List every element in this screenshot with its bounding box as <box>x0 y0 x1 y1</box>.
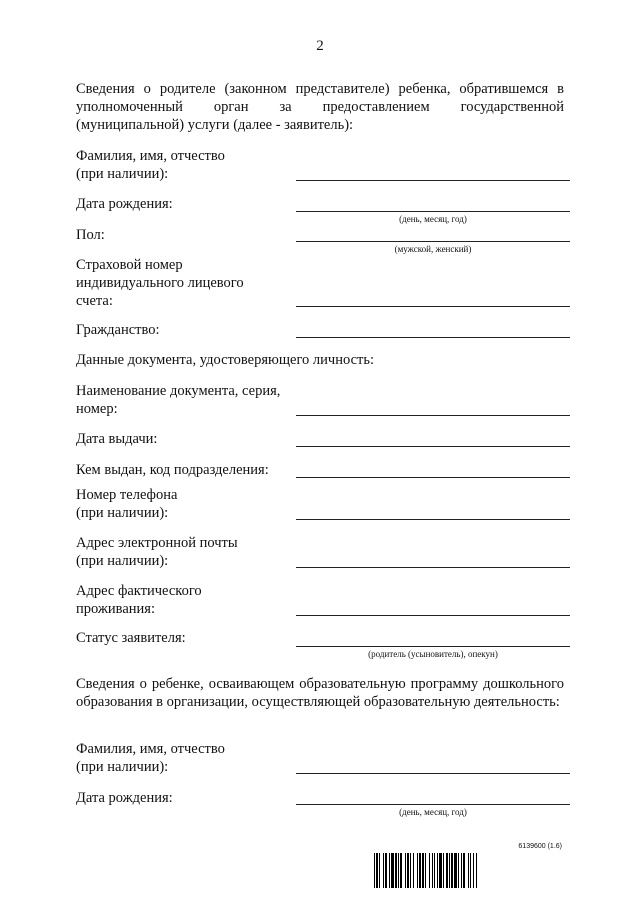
child-birth-date-hint: (день, месяц, год) <box>399 807 467 817</box>
address-input[interactable] <box>296 615 570 616</box>
status-hint: (родитель (усыновитель), опекун) <box>368 649 498 659</box>
address-label <box>76 582 202 618</box>
label-line: (при наличии): <box>76 759 169 775</box>
label-line: Номер телефона <box>76 487 178 503</box>
applicant-citizenship-label: Гражданство: <box>76 322 160 338</box>
email-input[interactable] <box>296 567 570 568</box>
issued-by-input[interactable] <box>296 477 570 478</box>
label-line: Наименование документа, серия, <box>76 383 281 399</box>
applicant-full-name-input[interactable] <box>296 180 570 181</box>
barcode-code: 6139600 (1.6) <box>518 843 562 850</box>
email-label <box>76 534 238 570</box>
label-line: индивидуального лицевого <box>76 275 244 291</box>
applicant-snils-label <box>76 256 244 310</box>
child-birth-date-input[interactable] <box>296 804 570 805</box>
status-label: Статус заявителя: <box>76 630 186 646</box>
label-line: (при наличии): <box>76 166 169 182</box>
doc-name-label <box>76 382 280 418</box>
applicant-full-name-label <box>76 147 225 183</box>
child-intro: Сведения о ребенке, осваивающем образовательную программу дошкольного образования в организации, осуществляющей образовательную деятельность: <box>76 676 564 710</box>
issue-date-input[interactable] <box>296 446 570 447</box>
label-line: проживания: <box>76 601 155 617</box>
applicant-gender-hint: (мужской, женский) <box>394 244 472 254</box>
applicant-birth-date-hint: (день, месяц, год) <box>399 214 467 224</box>
barcode-stripe <box>477 853 478 888</box>
phone-label <box>76 486 177 522</box>
applicant-birth-date-label: Дата рождения: <box>76 196 173 212</box>
label-line: Фамилия, имя, отчество <box>76 741 225 757</box>
identity-doc-title: Данные документа, удостоверяющего личность: <box>76 352 374 368</box>
label-line: Страховой номер <box>76 257 183 273</box>
child-full-name-label <box>76 740 225 776</box>
barcode-block <box>374 843 592 888</box>
barcode-image <box>374 853 592 888</box>
label-line: Адрес электронной почты <box>76 535 238 551</box>
applicant-gender-label: Пол: <box>76 227 105 243</box>
applicant-snils-input[interactable] <box>296 306 570 307</box>
label-line: номер: <box>76 401 118 417</box>
applicant-birth-date-input[interactable] <box>296 211 570 212</box>
child-full-name-input[interactable] <box>296 773 570 774</box>
doc-name-input[interactable] <box>296 415 570 416</box>
phone-input[interactable] <box>296 519 570 520</box>
applicant-gender-input[interactable] <box>296 241 570 242</box>
applicant-intro: Сведения о родителе (законном представителе) ребенка, обратившемся в уполномоченный орган за предоставлением государственной (муниципальной) услуги (далее - заявитель): <box>76 81 564 133</box>
status-input[interactable] <box>296 646 570 647</box>
applicant-citizenship-input[interactable] <box>296 337 570 338</box>
child-birth-date-label: Дата рождения: <box>76 790 173 806</box>
label-line: (при наличии): <box>76 505 169 521</box>
page-number: 2 <box>316 38 324 54</box>
label-line: (при наличии): <box>76 553 169 569</box>
label-line: Адрес фактического <box>76 583 202 599</box>
issued-by-label: Кем выдан, код подразделения: <box>76 462 269 478</box>
issue-date-label: Дата выдачи: <box>76 431 158 447</box>
label-line: счета: <box>76 293 113 309</box>
label-line: Фамилия, имя, отчество <box>76 148 225 164</box>
